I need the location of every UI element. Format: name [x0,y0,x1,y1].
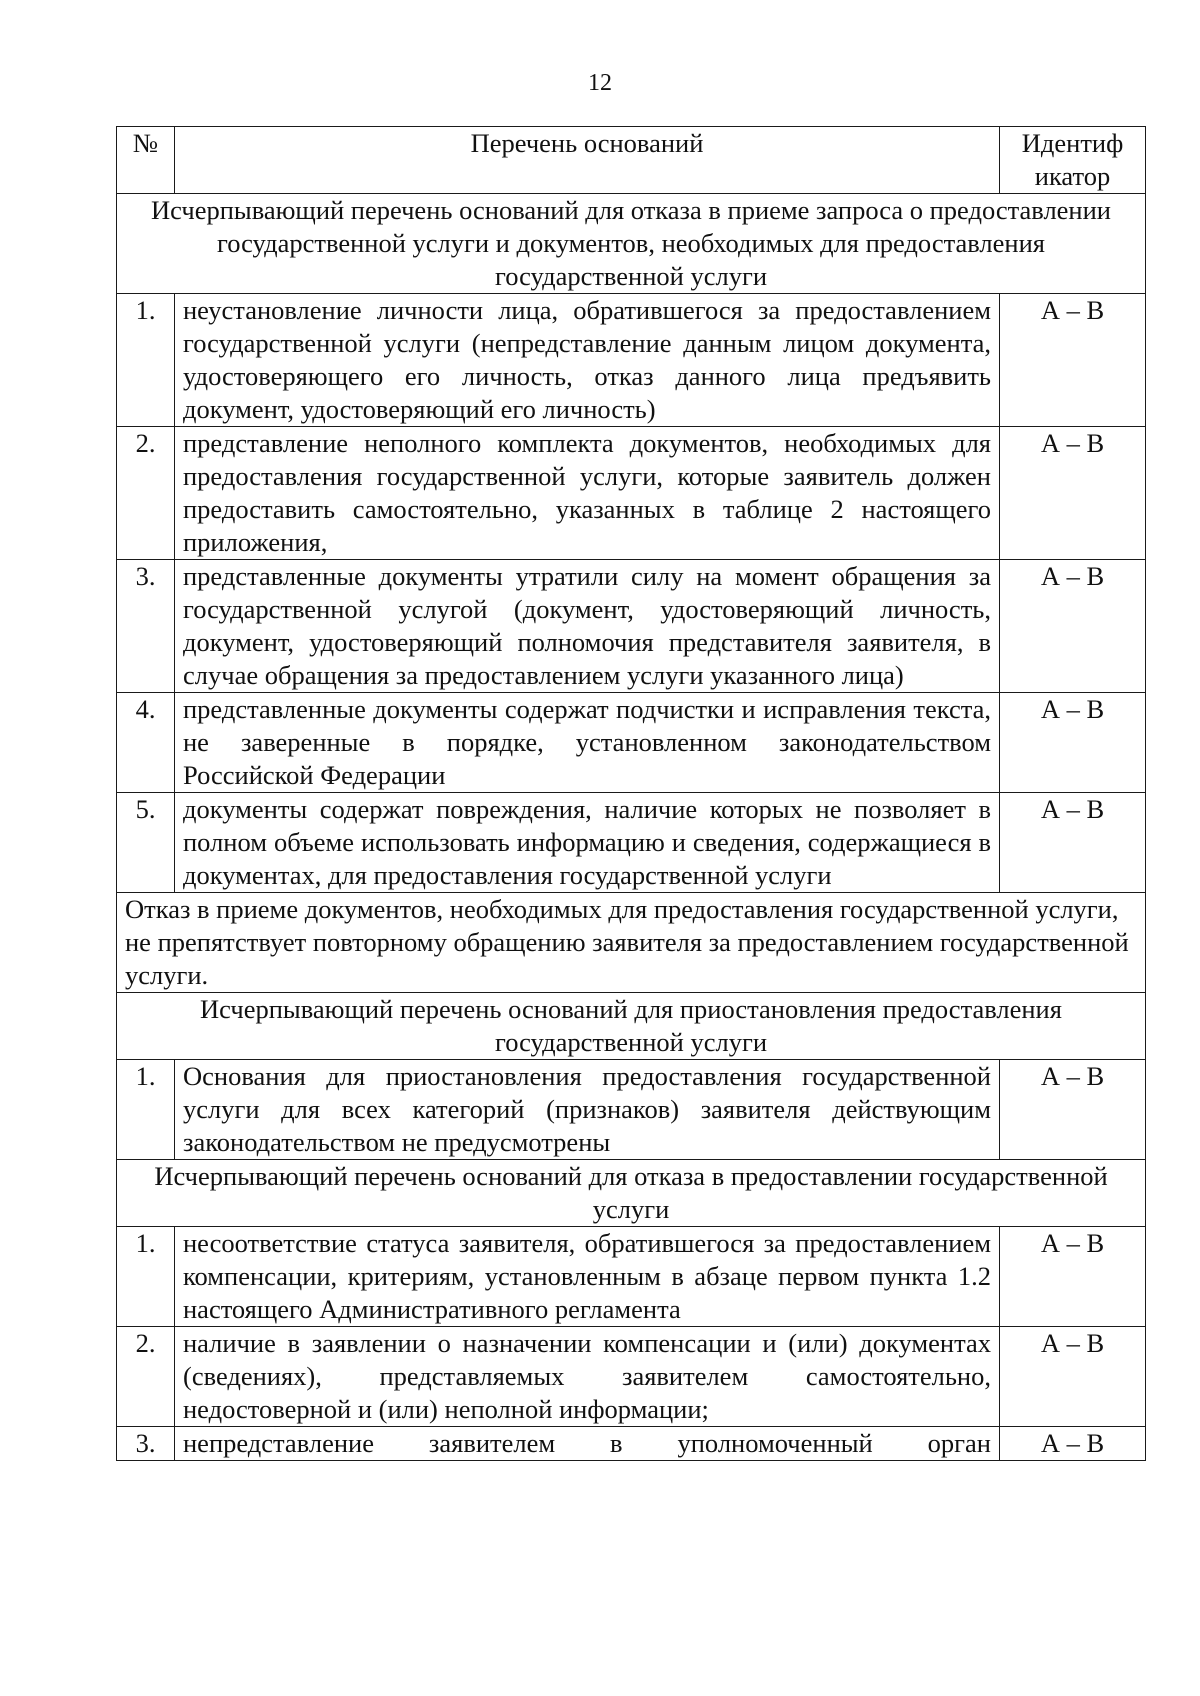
row-number: 4. [117,693,175,793]
row-identifier: А – В [1000,560,1146,693]
row-identifier: А – В [1000,1227,1146,1327]
row-number: 1. [117,294,175,427]
row-number: 3. [117,1427,175,1461]
row-identifier: А – В [1000,1327,1146,1427]
row-text: представленные документы содержат подчистки и исправления текста, не заверенные в порядке, установленном законодательством Российской Федерации [175,693,1000,793]
header-number: № [117,127,175,194]
row-identifier: А – В [1000,1427,1146,1461]
row-number: 3. [117,560,175,693]
note-row [117,893,1146,993]
section-note: Отказ в приеме документов, необходимых для предоставления государственной услуги, не препятствует повторному обращению заявителя за предоставлением государственной услуги. [117,893,1146,993]
section-heading-row [117,194,1146,294]
table-row [117,294,1146,427]
row-identifier: А – В [1000,1060,1146,1160]
table-row [117,1060,1146,1160]
row-text: документы содержат повреждения, наличие которых не позволяет в полном объеме использовать информацию и сведения, содержащиеся в документах, для предоставления государственной услуги [175,793,1000,893]
row-text: наличие в заявлении о назначении компенсации и (или) документах (сведениях), представляемых заявителем самостоятельно, недостоверной и (или) неполной информации; [175,1327,1000,1427]
table-row [117,793,1146,893]
row-number: 1. [117,1227,175,1327]
section-title: Исчерпывающий перечень оснований для отказа в приеме запроса о предоставлении государственной услуги и документов, необходимых для предоставления государственной услуги [117,194,1146,294]
row-text: непредставление заявителем в уполномоченный орган [175,1427,1000,1461]
row-number: 5. [117,793,175,893]
row-text: несоответствие статуса заявителя, обратившегося за предоставлением компенсации, критериям, установленным в абзаце первом пункта 1.2 настоящего Административного регламента [175,1227,1000,1327]
table-row [117,560,1146,693]
header-list: Перечень оснований [175,127,1000,194]
row-number: 2. [117,1327,175,1427]
row-number: 2. [117,427,175,560]
row-identifier: А – В [1000,427,1146,560]
row-identifier: А – В [1000,294,1146,427]
row-text: неустановление личности лица, обратившегося за предоставлением государственной услуги (непредставление данным лицом документа, удостоверяющего его личность, отказ данного лица предъявить документ, удостоверяющий его личность) [175,294,1000,427]
table-header-row [117,127,1146,194]
row-text: представление неполного комплекта документов, необходимых для предоставления государственной услуги, которые заявитель должен предоставить самостоятельно, указанных в таблице 2 настоящего приложения, [175,427,1000,560]
section-heading-row [117,993,1146,1060]
row-identifier: А – В [1000,693,1146,793]
row-text: представленные документы утратили силу на момент обращения за государственной услугой (документ, удостоверяющий личность, документ, удостоверяющий полномочия представителя заявителя, в случае обращения за предоставлением услуги указанного лица) [175,560,1000,693]
header-identifier: Идентиф икатор [1000,127,1146,194]
section-title: Исчерпывающий перечень оснований для отказа в предоставлении государственной услуги [117,1160,1146,1227]
table-row [117,1427,1146,1461]
table-row [117,427,1146,560]
table-row [117,1327,1146,1427]
table-row [117,1227,1146,1327]
grounds-table [116,126,1146,1461]
row-text: Основания для приостановления предоставления государственной услуги для всех категорий (признаков) заявителя действующим законодательством не предусмотрены [175,1060,1000,1160]
row-number: 1. [117,1060,175,1160]
table-row [117,693,1146,793]
row-identifier: А – В [1000,793,1146,893]
page-number: 12 [588,70,612,96]
section-heading-row [117,1160,1146,1227]
section-title: Исчерпывающий перечень оснований для приостановления предоставления государственной услуги [117,993,1146,1060]
